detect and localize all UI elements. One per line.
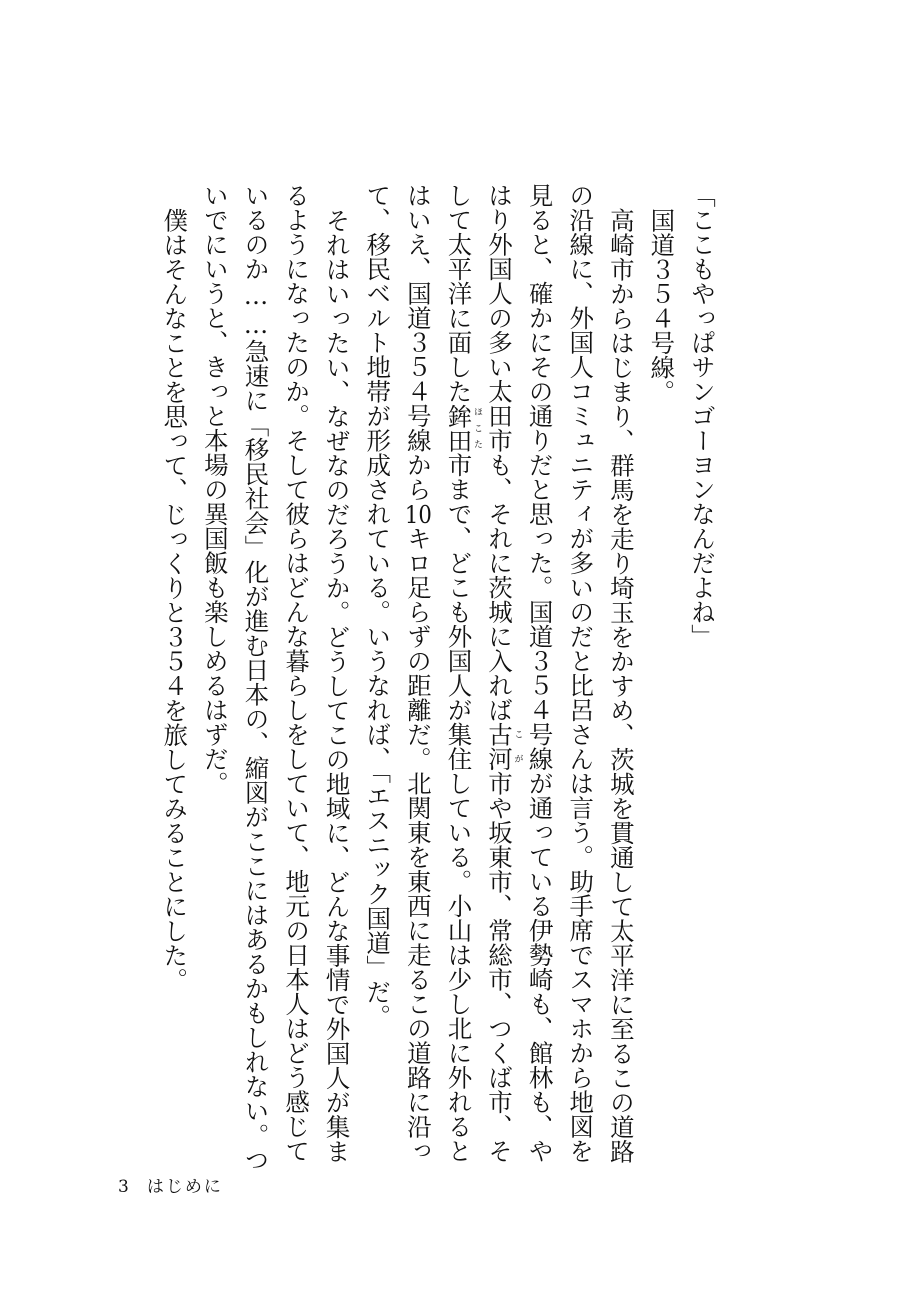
tate-chu-yoko-number: 10 xyxy=(404,501,432,526)
paragraph-p5 xyxy=(154,183,195,1183)
ruby-base: 鉾田 xyxy=(444,403,474,453)
text-run: 国道３５４号線。 xyxy=(647,207,677,404)
ruby-word xyxy=(444,403,482,453)
text-run: 僕はそんなことを思って、じっくりと３５４を旅してみることにした。 xyxy=(160,207,190,992)
chapter-title: はじめに xyxy=(146,1177,223,1197)
paragraph-p2 xyxy=(641,183,682,1183)
text-run: 市まで、どこも外国人が集住している。小山は少し北に外れるとはいえ、国道３５４号線から xyxy=(403,183,474,1163)
text-run: 市や坂東市、常総市、つくば市、そして太平洋に面した xyxy=(444,183,515,1163)
ruby-reading: こが xyxy=(512,722,523,771)
running-footer xyxy=(118,1172,223,1197)
ruby-word xyxy=(485,722,523,771)
body-text xyxy=(154,183,722,1183)
paragraph-p3 xyxy=(357,183,641,1183)
text-run: それはいったい、なぜなのだろうか。どうしてこの地域に、どんな事情で外国人が集まるようになったのか。そして彼らはどんな暮らしをしていて、地元の日本人はどう感じているのか……急速に「移民社会」化が進む日本の、縮図がここにはあるかもしれない。ついでにいうと、きっと本場の異国飯も楽しめるはずだ。 xyxy=(200,183,352,1172)
paragraph-p1 xyxy=(681,183,722,1183)
ruby-base: 古河 xyxy=(485,722,515,771)
text-run: キロ足らずの距離だ。北関東を東西に走るこの道路に沿って、移民ベルト地帯が形成されている。いうなれば、「エスニック国道」だ。 xyxy=(363,183,433,1163)
paragraph-p4 xyxy=(194,183,356,1183)
ruby-reading: ほこた xyxy=(471,403,482,453)
text-run: 高崎市からはじまり、群馬を走り埼玉をかすめ、茨城を貫通して太平洋に至るこの道路の沿線に、外国人コミュニティが多いのだと比呂さんは言う。助手席でスマホから地図を見ると、確かにその通りだと思った。国道３５４号線が通っている伊勢崎も、館林も、やはり外国人の多い太田市も、それに茨城に入れば xyxy=(485,183,636,1163)
page-number: 3 xyxy=(118,1177,131,1197)
text-run: 「ここもやっぱサンゴーヨンなんだよね」 xyxy=(688,183,717,649)
